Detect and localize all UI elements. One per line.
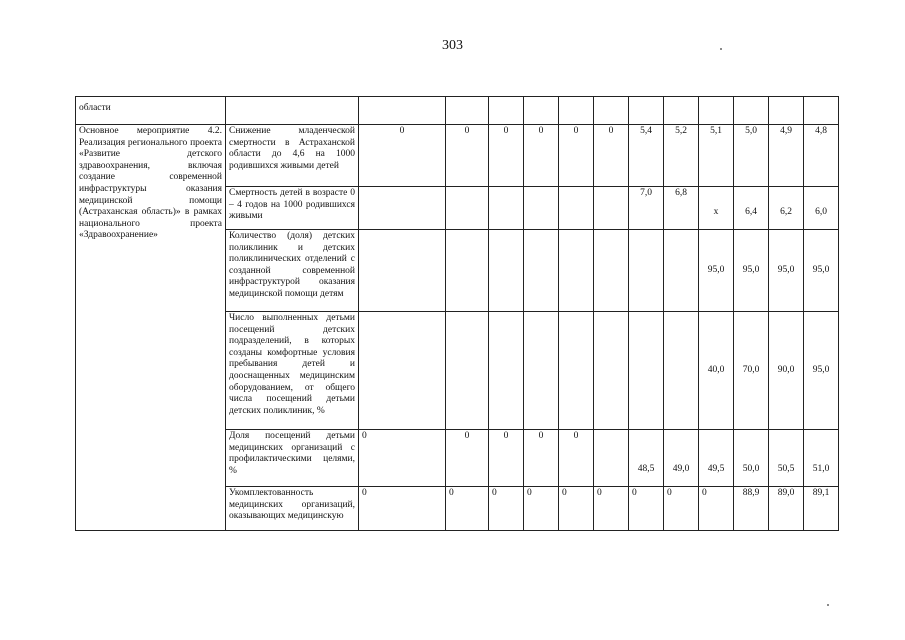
value-cell: 0 (489, 125, 524, 187)
value-cell: 0 (594, 125, 629, 187)
empty-cell (699, 97, 734, 125)
value-cell: 48,5 (629, 430, 664, 487)
value-cell: 0 (359, 125, 446, 187)
value-cell: 0 (489, 430, 524, 487)
value-cell (489, 230, 524, 312)
empty-cell (664, 97, 699, 125)
value-cell (559, 312, 594, 430)
value-cell: 6,2 (769, 187, 804, 230)
value-cell (664, 312, 699, 430)
value-cell (629, 230, 664, 312)
value-cell: 0 (664, 487, 699, 531)
value-cell: х (699, 187, 734, 230)
value-cell: 0 (446, 125, 489, 187)
value-cell: 7,0 (629, 187, 664, 230)
measure-cell: Основное мероприятие 4.2. Реализация регионального проекта «Развитие детского здравоохранения, включая создание современной инфраструктуры оказания медицинской помощи (Астраханская область)» в рамках национального проекта «Здравоохранение» (76, 125, 226, 531)
value-cell: 95,0 (699, 230, 734, 312)
empty-cell (359, 97, 446, 125)
value-cell: 5,0 (734, 125, 769, 187)
empty-cell (804, 97, 839, 125)
value-cell (446, 230, 489, 312)
value-cell: 95,0 (734, 230, 769, 312)
value-cell: 70,0 (734, 312, 769, 430)
value-cell (359, 312, 446, 430)
value-cell (594, 312, 629, 430)
value-cell: 40,0 (699, 312, 734, 430)
region-continuation-cell: области (76, 97, 226, 125)
value-cell: 0 (524, 125, 559, 187)
value-cell: 0 (446, 487, 489, 531)
value-cell: 0 (629, 487, 664, 531)
indicator-cell: Доля посещений детьми медицинских организаций с профилактическими целями, % (226, 430, 359, 487)
value-cell: 95,0 (804, 312, 839, 430)
value-cell: 89,0 (769, 487, 804, 531)
value-cell: 5,2 (664, 125, 699, 187)
empty-cell (446, 97, 489, 125)
indicator-cell: Количество (доля) детских поликлиник и детских поликлинических отделений с созданной современной инфраструктурой оказания медицинской помощи детям (226, 230, 359, 312)
empty-cell (629, 97, 664, 125)
value-cell (594, 187, 629, 230)
value-cell: 0 (559, 125, 594, 187)
indicator-cell: Снижение младенческой смертности в Астраханской области до 4,6 на 1000 родившихся живыми детей (226, 125, 359, 187)
value-cell (524, 187, 559, 230)
value-cell: 0 (359, 487, 446, 531)
value-cell (489, 187, 524, 230)
page-number: 303 (442, 38, 463, 53)
value-cell: 0 (524, 430, 559, 487)
empty-cell (594, 97, 629, 125)
value-cell: 50,5 (769, 430, 804, 487)
value-cell (559, 230, 594, 312)
empty-cell (489, 97, 524, 125)
value-cell: 0 (699, 487, 734, 531)
value-cell (489, 312, 524, 430)
value-cell (359, 187, 446, 230)
table-row (76, 125, 839, 187)
value-cell (359, 230, 446, 312)
value-cell (629, 312, 664, 430)
value-cell: 4,9 (769, 125, 804, 187)
value-cell: 0 (559, 430, 594, 487)
value-cell: 0 (594, 487, 629, 531)
table-row (76, 97, 839, 125)
value-cell (594, 430, 629, 487)
value-cell (524, 312, 559, 430)
empty-cell (734, 97, 769, 125)
value-cell: 6,4 (734, 187, 769, 230)
value-cell: 4,8 (804, 125, 839, 187)
value-cell: 5,4 (629, 125, 664, 187)
indicator-cell: Число выполненных детьми посещений детских подразделений, в которых созданы комфортные условия пребывания детей и дооснащенных медицинским оборудованием, от общего числа посещений детьми детских поликлиник, % (226, 312, 359, 430)
indicator-cell: Укомплектованность медицинских организаций, оказывающих медицинскую (226, 487, 359, 531)
value-cell: 6,0 (804, 187, 839, 230)
value-cell (446, 187, 489, 230)
value-cell: 95,0 (769, 230, 804, 312)
value-cell (559, 187, 594, 230)
value-cell: 0 (446, 430, 489, 487)
value-cell: 95,0 (804, 230, 839, 312)
value-cell: 0 (559, 487, 594, 531)
value-cell: 0 (359, 430, 446, 487)
value-cell: 0 (489, 487, 524, 531)
value-cell: 50,0 (734, 430, 769, 487)
empty-cell (226, 97, 359, 125)
value-cell: 51,0 (804, 430, 839, 487)
empty-cell (524, 97, 559, 125)
empty-cell (559, 97, 594, 125)
value-cell: 90,0 (769, 312, 804, 430)
value-cell: 6,8 (664, 187, 699, 230)
empty-cell (769, 97, 804, 125)
value-cell: 49,0 (664, 430, 699, 487)
value-cell (446, 312, 489, 430)
value-cell: 49,5 (699, 430, 734, 487)
value-cell: 88,9 (734, 487, 769, 531)
value-cell: 89,1 (804, 487, 839, 531)
value-cell (664, 230, 699, 312)
value-cell: 0 (524, 487, 559, 531)
value-cell (594, 230, 629, 312)
indicators-table (75, 96, 839, 531)
indicator-cell: Смертность детей в возрасте 0 – 4 годов на 1000 родившихся живыми (226, 187, 359, 230)
value-cell: 5,1 (699, 125, 734, 187)
scan-speck (720, 48, 722, 50)
scan-speck (827, 604, 829, 606)
value-cell (524, 230, 559, 312)
